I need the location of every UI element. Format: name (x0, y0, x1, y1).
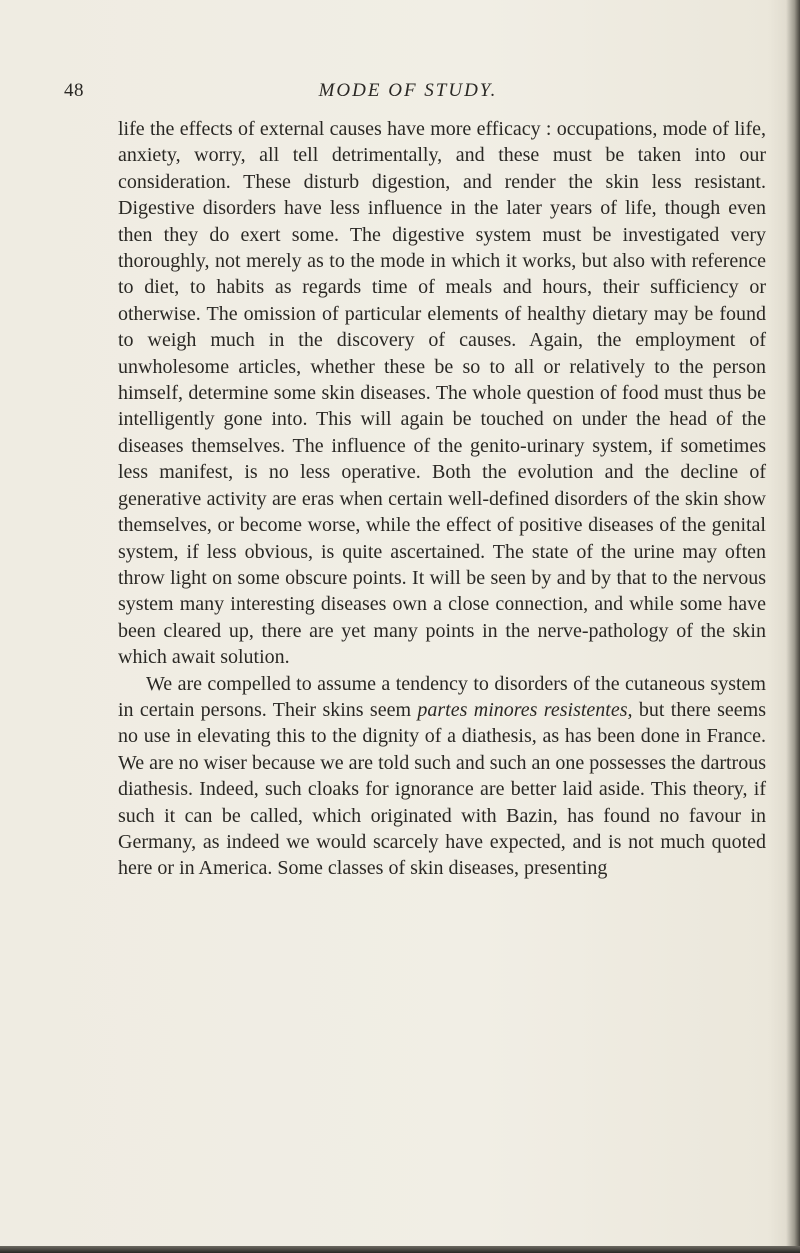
body-text (118, 116, 766, 882)
page-bottom-edge (0, 1246, 800, 1253)
paragraph-text: We are compelled to assume a tendency to disorders of the cutaneous system in certain persons. Their skins seem (118, 672, 766, 721)
page-number: 48 (64, 80, 84, 101)
latin-phrase: partes minores resistentes, (417, 698, 633, 721)
paragraph: life the effects of external causes have more efficacy : occupations, mode of life, anxiety, worry, all tell detrimentally, and these must be taken into our consideration. These disturb digestion, and render the skin less resistant. Digestive disorders have less influence in the later years of life, though even then they do exert some. The digestive system must be investigated very thoroughly, not merely as to the mode in which it works, but also with reference to diet, to habits as regards time of meals and hours, their sufficiency or otherwise. The omission of particular elements of healthy dietary may be found to weigh much in the discovery of causes. Again, the employment of unwholesome articles, whether these be so to all or relatively to the person himself, determine some skin diseases. The whole question of food must thus be intelligently gone into. This will again be touched on under the head of the diseases themselves. The influence of the genito-urinary system, if sometimes less manifest, is no less operative. Both the evolution and the decline of generative activity are eras when certain well-defined disorders of the skin show themselves, or become worse, while the effect of positive diseases of the genital system, if less obvious, is quite ascertained. The state of the urine may often throw light on some obscure points. It will be seen by and by that to the nervous system many interesting diseases own a close connection, and while some have been cleared up, there are yet many points in the nerve-pathology of the skin which await solution. (118, 118, 766, 669)
paragraph (118, 671, 766, 882)
page-header (64, 80, 752, 106)
running-head: MODE OF STUDY. (318, 80, 498, 101)
paragraph-text: but there seems no use in elevating this to the dignity of a diathesis, as has been done in France. We are no wiser because we are told such and such an one possesses the dartrous diathesis. Indeed, such cloaks for ignorance are better laid aside. This theory, if such it can be called, which originated with Bazin, has found no favour in Germany, as indeed we would scarcely have expected, and is not much quoted here or in America. Some classes of skin diseases, presenting (118, 698, 766, 880)
page-edge-shadow (786, 0, 800, 1253)
